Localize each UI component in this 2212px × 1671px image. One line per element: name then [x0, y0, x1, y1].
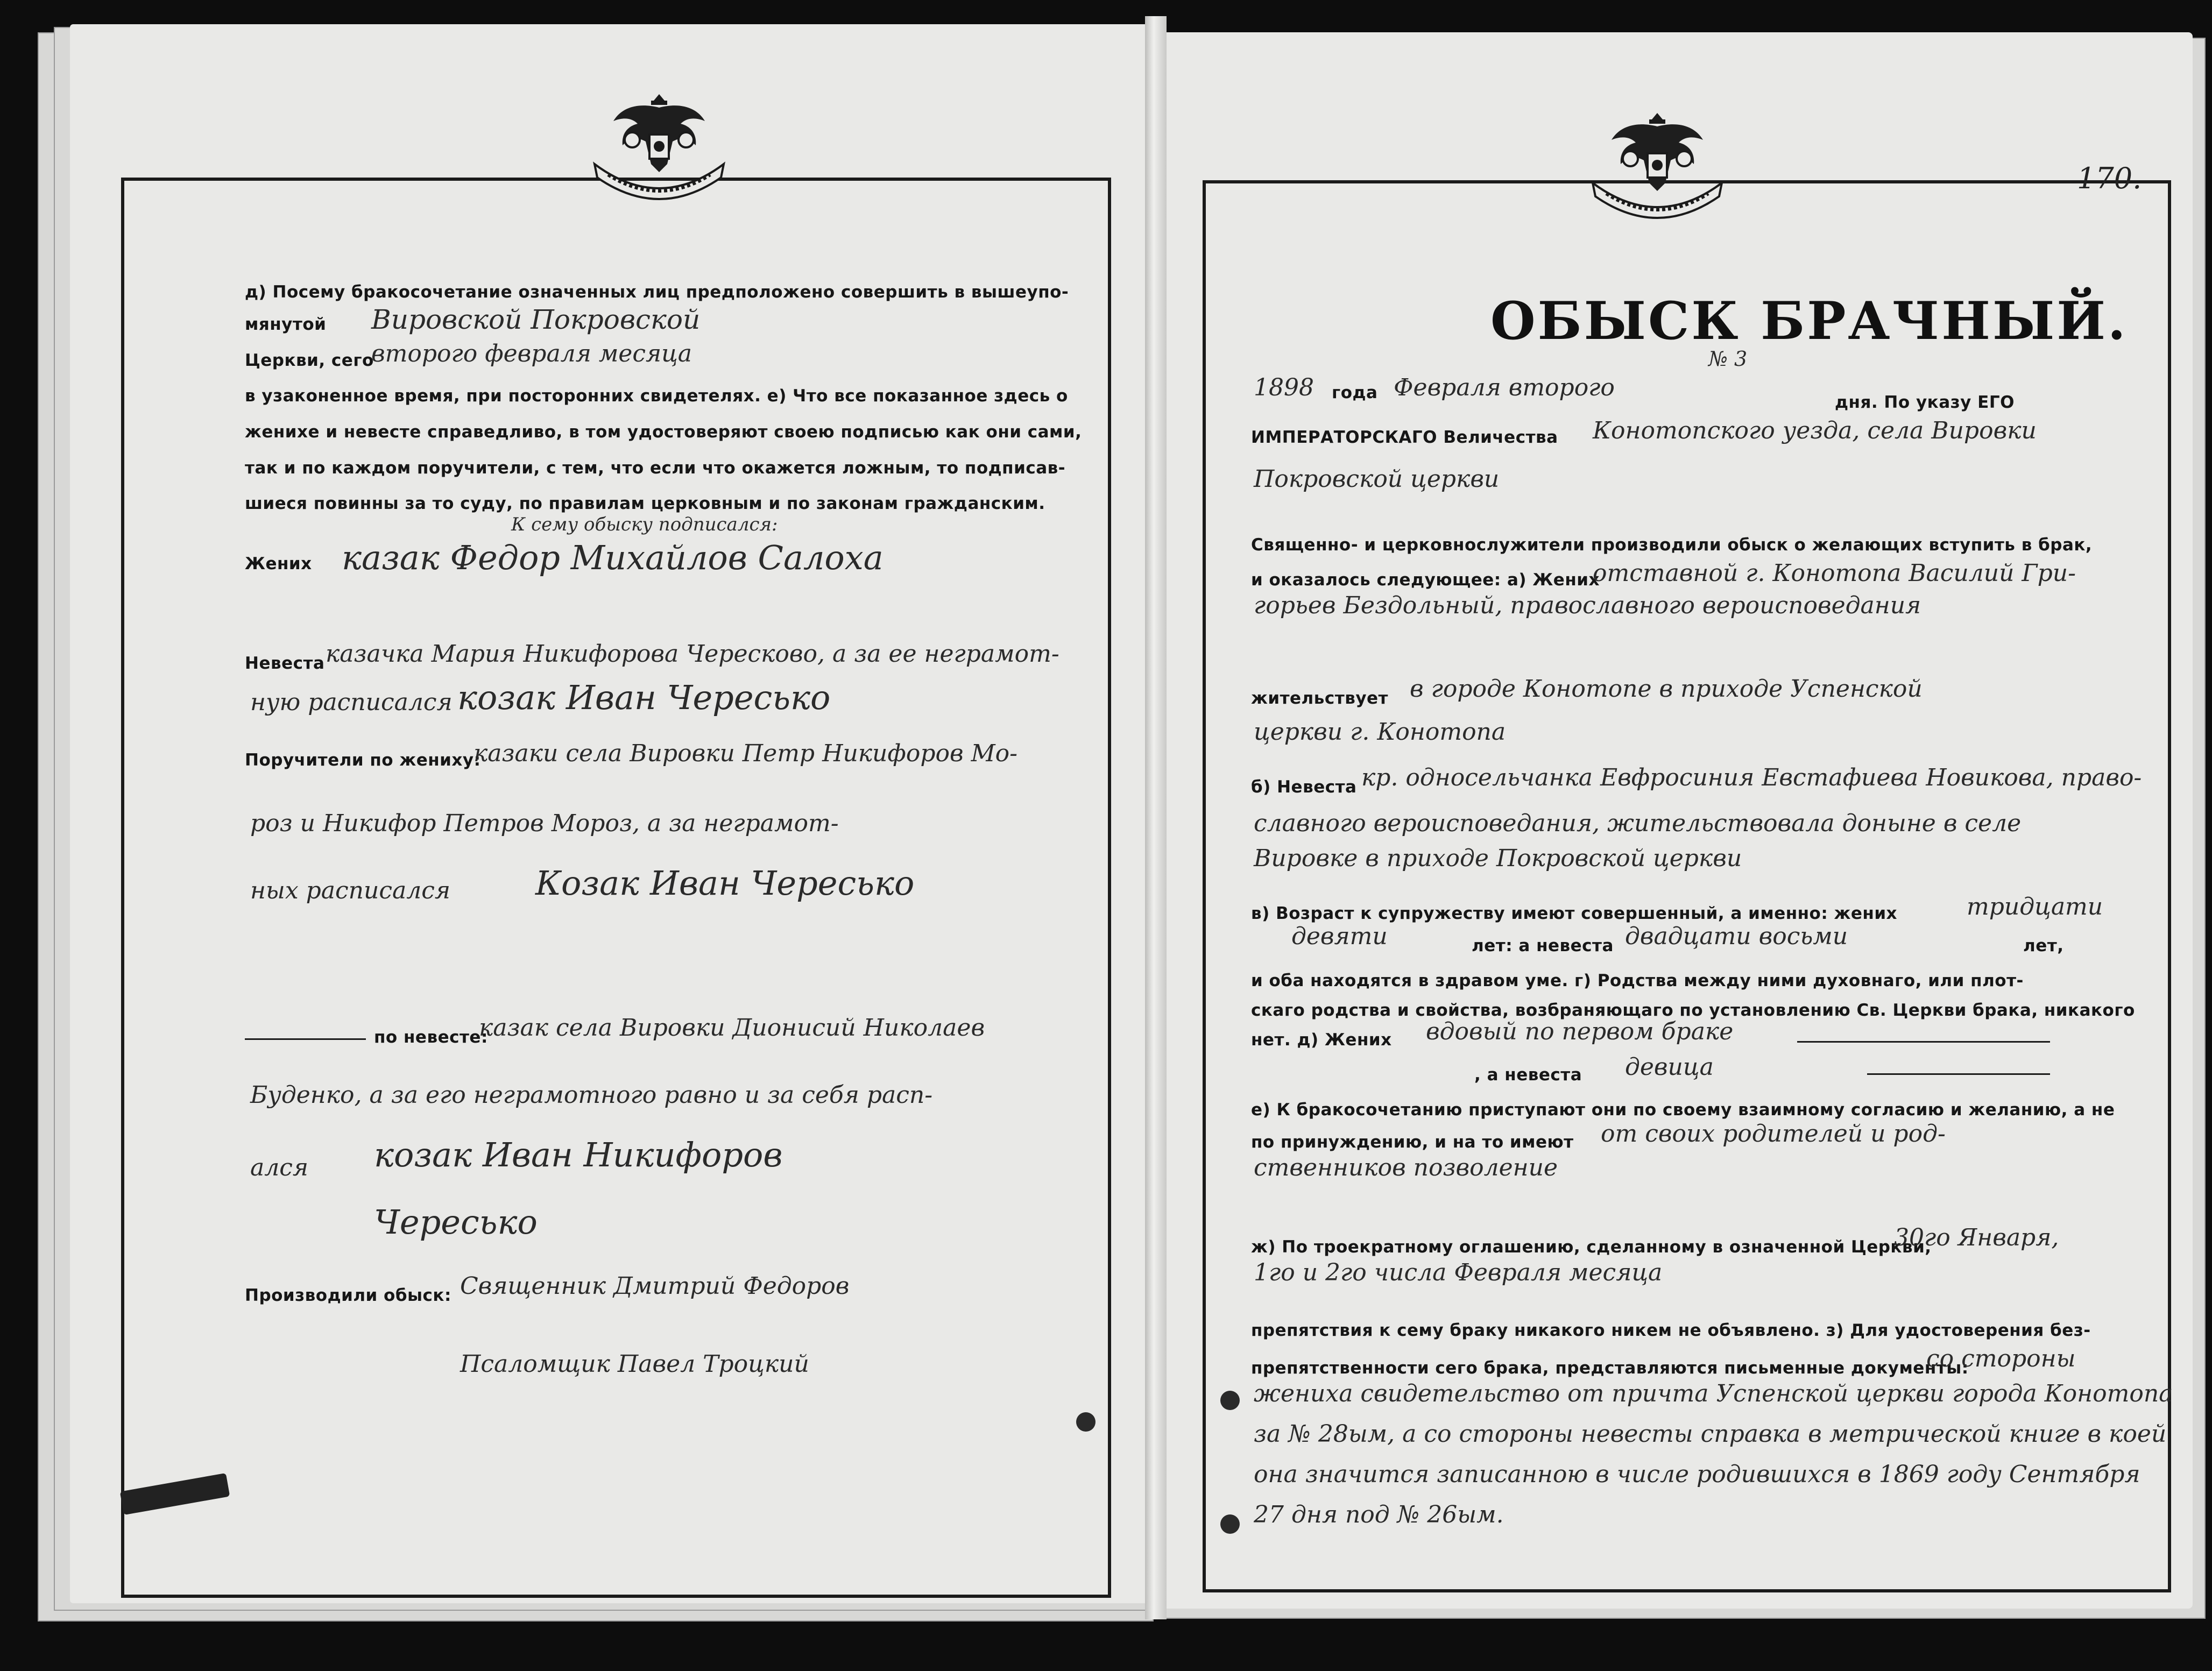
banns-date-hand-1: 30го Января, — [1894, 1224, 2059, 1251]
groom-identity-hand-2: горьев Бездольный, православного вероисповедания — [1254, 592, 1921, 619]
section-a-groom-print: и оказалось следующее: а) Жених — [1251, 570, 1600, 590]
left-signature-annotation: К сему обыску подписался: — [511, 514, 778, 535]
bride-age-hand: двадцати восьми — [1625, 923, 1848, 950]
section-a-intro-print: Священно- и церковнослужители производили обыск о желающих вступить в брак, — [1251, 535, 2093, 555]
bride-status-hand: девица — [1625, 1053, 1714, 1081]
left-section-d-line2-print: мянутой — [245, 315, 327, 334]
bride-identity-hand-2: славного вероисповедания, жительствовала доныне в селе — [1254, 810, 2022, 837]
left-section-d-line3-print: Церкви, сего — [245, 351, 374, 370]
bride-label: Невеста — [245, 654, 325, 673]
years-print: лет, — [2023, 936, 2064, 955]
bride-guarantors-label: по невесте: — [374, 1028, 488, 1047]
bride-hand-line1: казачка Мария Никифорова Чересково, а за ее неграмот- — [326, 640, 1059, 668]
bride-identity-hand-1: кр. односельчанка Евфросиния Евстафиева Новикова, право- — [1361, 764, 2142, 791]
documents-hand-4: она значится записанною в числе родившихся в 1869 году Сентября — [1254, 1461, 2140, 1488]
document-title: ОБЫСК БРАЧНЫЙ. — [1490, 291, 2128, 351]
banns-date-hand-2: 1го и 2го числа Февраля месяца — [1254, 1259, 1663, 1286]
bride-status-print: , а невеста — [1474, 1065, 1582, 1085]
uezd-hand: Конотопского уезда, села Вировки — [1593, 417, 2037, 444]
bride-status-rule — [1867, 1073, 2050, 1075]
page-number: 170. — [2077, 161, 2142, 195]
section-g-line2: скаго родства и свойства, возбраняющаго по установлению Св. Церкви брака, никакого — [1251, 1001, 2135, 1020]
left-section-d-line5: женихе и невесте справедливо, в том удостоверяют своею подписью как они сами, — [245, 422, 1082, 442]
groom-residence-hand-2: церкви г. Конотопа — [1254, 718, 1506, 746]
eagle-emblem-icon — [1582, 102, 1733, 229]
bride-guarantors-hand-line1: казак села Вировки Дионисий Николаев — [479, 1014, 985, 1042]
bride-guarantors-signer-hand: козак Иван Никифоров — [374, 1135, 783, 1174]
section-e-line1: е) К бракосочетанию приступают они по своему взаимному согласию и желанию, а не — [1251, 1100, 2115, 1120]
section-g-line1: и оба находятся в здравом уме. г) Родства между ними духовнаго, или плот- — [1251, 971, 2024, 990]
section-z-line2: препятственности сего брака, представляются письменные документы: — [1251, 1358, 1969, 1378]
groom-guarantors-hand-line3: ных расписался — [250, 877, 451, 904]
section-e-line2: по принуждению, и на то имеют — [1251, 1132, 1574, 1152]
record-year-hand: 1898 — [1254, 374, 1314, 401]
groom-guarantors-signer-hand: Козак Иван Чересько — [535, 863, 915, 903]
groom-guarantors-hand-line2: роз и Никифор Петров Мороз, а за неграмот- — [250, 810, 839, 837]
parish-hand: Покровской церкви — [1254, 465, 1500, 493]
bride-hand-line2: ную расписался — [250, 689, 453, 716]
eagle-emblem-icon — [584, 83, 734, 210]
documents-hand-2: жениха свидетельство от причта Успенской церкви города Конотопа — [1254, 1380, 2173, 1407]
left-section-d-line7: шиеся повинны за то суду, по правилам церковным и по законам гражданским. — [245, 494, 1045, 513]
record-number-hand: № 3 — [1708, 347, 1748, 371]
section-b-bride-print: б) Невеста — [1251, 777, 1357, 797]
left-church-name-hand: Вировской Покровской — [371, 304, 701, 335]
bride-guarantors-hand-line3: ался — [250, 1154, 309, 1181]
documents-hand-5: 27 дня под № 26ым. — [1254, 1501, 1504, 1528]
groom-status-hand: вдовый по первом браке — [1426, 1018, 1734, 1045]
groom-guarantors-hand-line1: казаки села Вировки Петр Никифоров Мо- — [474, 740, 1017, 767]
groom-guarantors-label: Поручители по жениху: — [245, 750, 481, 770]
binding-hole — [1076, 1412, 1096, 1432]
documents-hand-3: за № 28ым, а со стороны невесты справка в метрической книге в коей — [1254, 1420, 2167, 1448]
record-day-print: дня. По указу ЕГО — [1835, 393, 2015, 412]
bride-age-print: лет: а невеста — [1472, 936, 1614, 955]
groom-identity-hand-1: отставной г. Конотопа Василий Гри- — [1593, 560, 2076, 587]
consent-hand-2: ственников позволение — [1254, 1154, 1558, 1181]
section-v-age-print: в) Возраст к супружеству имеют совершенный, а именно: жених — [1251, 904, 1898, 923]
groom-residence-hand-1: в городе Конотопе в приходе Успенской — [1410, 675, 1923, 703]
left-date-hand: второго февраля месяца — [371, 340, 692, 367]
section-zh-banns-print: ж) По троекратному оглашению, сделанному в означенной Церкви, — [1251, 1237, 1932, 1257]
record-year-print: года — [1332, 383, 1378, 402]
groom-age-hand-2: девяти — [1291, 923, 1388, 950]
binding-hole — [1220, 1514, 1240, 1534]
record-month-hand: Февраля второго — [1394, 374, 1615, 401]
groom-status-rule — [1797, 1041, 2050, 1043]
bride-signer-hand: козак Иван Чересько — [457, 678, 831, 717]
bride-identity-hand-3: Вировке в приходе Покровской церкви — [1254, 845, 1742, 872]
groom-label: Жених — [245, 554, 312, 573]
book-spine — [1145, 16, 1167, 1619]
binding-hole — [1220, 1391, 1240, 1410]
groom-age-hand-1: тридцати — [1967, 893, 2103, 921]
left-section-d-line1: д) Посему бракосочетание означенных лиц предположено совершить в вышеупо- — [245, 282, 1069, 302]
section-z-line1: препятствия к сему браку никакого никем не объявлено. з) Для удостоверения без- — [1251, 1321, 2091, 1340]
documents-hand-1: со стороны — [1926, 1345, 2076, 1372]
left-section-d-line6: так и по каждом поручители, с тем, что если что окажется ложным, то подписав- — [245, 458, 1066, 478]
conducted-by-label: Производили обыск: — [245, 1286, 451, 1305]
left-section-d-line4: в узаконенное время, при посторонних свидетелях. е) Что все показанное здесь о — [245, 386, 1068, 406]
priest-signature-hand: Священник Дмитрий Федоров — [460, 1272, 850, 1300]
groom-residence-print: жительствует — [1251, 689, 1389, 708]
consent-hand-1: от своих родителей и род- — [1601, 1120, 1946, 1148]
psalmist-signature-hand: Псаломщик Павел Троцкий — [460, 1350, 809, 1378]
section-d-groom-status-print: нет. д) Жених — [1251, 1030, 1392, 1050]
bride-guarantors-rule — [245, 1038, 366, 1040]
imperial-majesty-print: ИМПЕРАТОРСКАГО Величества — [1251, 428, 1558, 447]
bride-guarantors-signer-surname: Чересько — [374, 1202, 538, 1242]
groom-signature-hand: казак Федор Михайлов Салоха — [342, 538, 884, 577]
bride-guarantors-hand-line2: Буденко, а за его неграмотного равно и за себя расп- — [250, 1081, 933, 1109]
